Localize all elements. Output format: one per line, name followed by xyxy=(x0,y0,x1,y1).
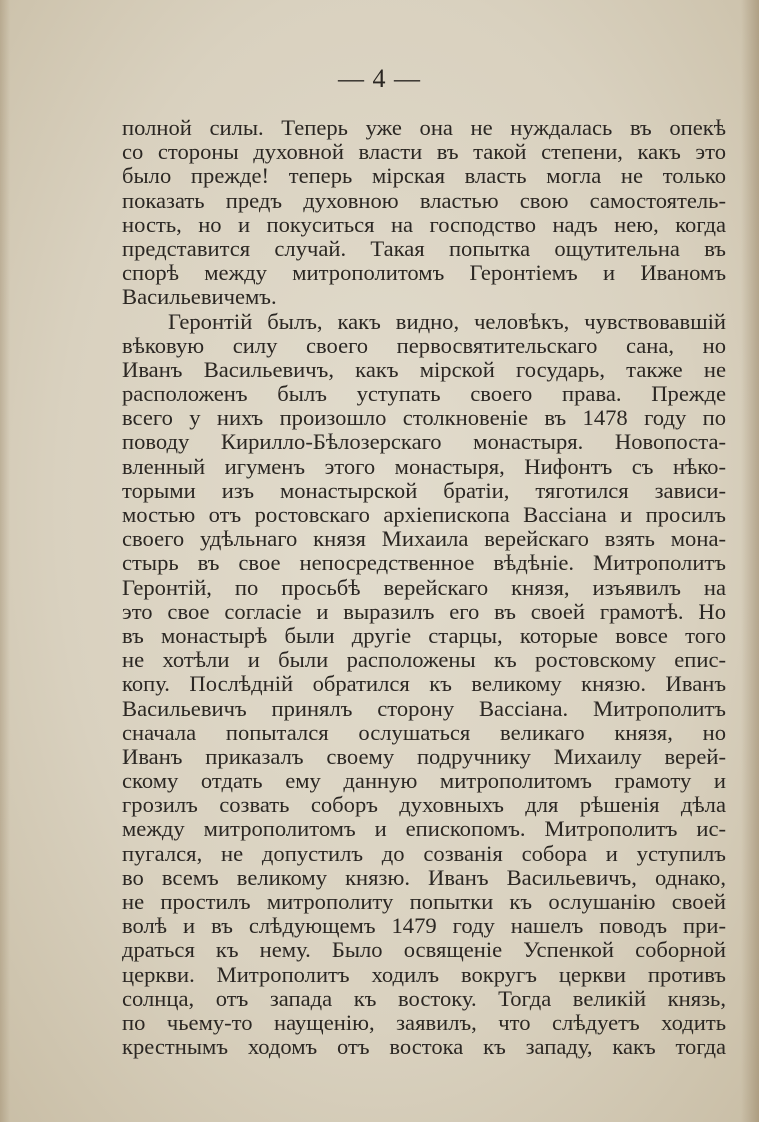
text-line: между митрополитомъ и епископомъ. Митрополитъ ис- xyxy=(122,817,726,842)
page-left-shadow xyxy=(0,0,10,1122)
text-line: церкви. Митрополитъ ходилъ вокругъ церкви противъ xyxy=(122,962,726,987)
text-line: поводу Кирилло-Бѣлозерскаго монастыря. Новопоста- xyxy=(122,430,726,455)
text-line: во всемъ великому князю. Иванъ Васильевичъ, однако, xyxy=(122,865,726,890)
text-line: грозилъ созвать соборъ духовныхъ для рѣшенія дѣла xyxy=(122,793,726,818)
text-line: драться къ нему. Было освященіе Успенкой соборной xyxy=(122,938,726,963)
text-line: не простилъ митрополиту попытки къ ослушанію своей xyxy=(122,890,726,914)
text-line: полной силы. Теперь уже она не нуждалась въ опекѣ xyxy=(122,116,726,140)
text-line: своего удѣльнаго князя Михаила верейскаго взять мона- xyxy=(122,527,726,552)
text-line: Геронтій, по просьбѣ верейскаго князя, изъявилъ на xyxy=(122,575,726,600)
text-line: это свое согласіе и выразилъ его въ своей грамотѣ. Но xyxy=(122,599,726,624)
text-line: пугался, не допустилъ до созванія собора и уступилъ xyxy=(122,841,726,866)
text-line: вѣковую силу своего первосвятительскаго сана, но xyxy=(122,333,726,358)
text-line: Васильевичемъ. xyxy=(122,285,277,310)
text-line: ность, но и покуситься на господство надъ нею, когда xyxy=(122,212,726,237)
text-line: копу. Послѣдній обратился къ великому князю. Иванъ xyxy=(122,672,726,697)
text-line: было прежде! теперь мірская власть могла не только xyxy=(122,164,726,189)
text-line: въ монастырѣ были другіе старцы, которые вовсе того xyxy=(122,623,726,648)
text-line: скому отдать ему данную митрополитомъ грамоту и xyxy=(122,769,726,794)
text-line: всего у нихъ произошло столкновеніе въ 1478 году по xyxy=(122,406,726,431)
text-line: показать предъ духовною властью свою самостоятель- xyxy=(122,188,726,213)
text-line: Иванъ приказалъ своему подручнику Михаилу верей- xyxy=(122,744,726,769)
text-line: Васильевичъ принялъ сторону Вассіана. Митрополитъ xyxy=(122,696,726,721)
text-line: торыми изъ монастырской братіи, тяготился зависи- xyxy=(122,478,726,503)
text-line: спорѣ между митрополитомъ Геронтіемъ и Иваномъ xyxy=(122,261,726,286)
text-line: по чьему-то наущенію, заявилъ, что слѣдуетъ ходить xyxy=(122,1010,726,1035)
text-line: вленный игуменъ этого монастыря, Нифонтъ съ нѣко- xyxy=(122,454,726,479)
text-line: не хотѣли и были расположены къ ростовскому епис- xyxy=(122,648,726,673)
text-line: мостью отъ ростовскаго архіепископа Вассіана и просилъ xyxy=(122,503,726,527)
body-text xyxy=(122,116,726,1059)
text-line: волѣ и въ слѣдующемъ 1479 году нашелъ поводъ при- xyxy=(122,914,726,939)
text-line: представится случай. Такая попытка ощутительна въ xyxy=(122,236,726,261)
text-line: крестнымъ ходомъ отъ востока къ западу, какъ тогда xyxy=(122,1035,726,1060)
text-line: расположенъ былъ уступать своего права. Прежде xyxy=(122,382,726,407)
text-line: со стороны духовной власти въ такой степени, какъ это xyxy=(122,140,726,165)
text-line: Иванъ Васильевичъ, какъ мірской государь, также не xyxy=(122,357,726,382)
text-line: солнца, отъ запада къ востоку. Тогда великій князь, xyxy=(122,986,726,1011)
text-line: стырь въ свое непосредственное вѣдѣніе. Митрополитъ xyxy=(122,551,726,576)
page-number: — 4 — xyxy=(338,64,421,93)
page-right-shadow xyxy=(741,0,759,1122)
paragraph-first-line: Геронтій былъ, какъ видно, человѣкъ, чувствовавшій xyxy=(168,309,726,334)
text-line: сначала попытался ослушаться великаго князя, но xyxy=(122,720,726,745)
